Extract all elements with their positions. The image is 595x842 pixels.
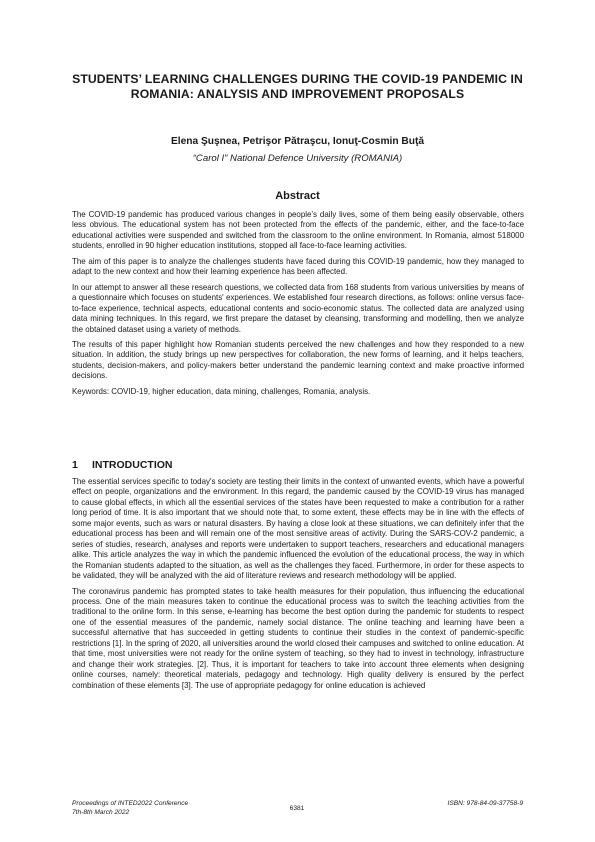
section-heading: [72, 459, 524, 472]
abstract-paragraph: The results of this paper highlight how Romanian students perceived the new challenges and how they responded to a new situation. In addition, the study brings up new perspectives for collaboration, the new forms of learning, and it helps teachers, students, decision-makers, and policy-makers better understand the pandemic learning context and make proactive informed decisions.: [72, 339, 524, 381]
footer-conference-date: 7th-8th March 2022: [72, 808, 130, 816]
keywords: Keywords: COVID-19, higher education, data mining, challenges, Romania, analysis.: [72, 386, 371, 396]
authors: Elena Şuşnea, Petrişor Pătraşcu, Ionuţ-Cosmin Buţă: [170, 136, 425, 147]
paper-title: STUDENTS’ LEARNING CHALLENGES DURING THE COVID-19 PANDEMIC IN ROMANIA: ANALYSIS AND IMPROVEMENT PROPOSALS: [72, 72, 523, 101]
body-paragraph: The coronavirus pandemic has prompted states to take health measures for their population, thus influencing the educational process. One of the main measures taken to continue the educational process was to switch the teaching activities from the traditional to the online form. In this sense, e-learning has become the best option during the pandemic for students to respect one of the essential measures of the pandemic, namely social distance. The online teaching and learning have been a successful alternative that has succeeded in getting students to continue their studies in the context of pandemic-specific restrictions [1]. In the spring of 2020, all universities around the world closed their campuses and switched to online education. At that time, most universities were not ready for the online system of teaching, so they had to invest in technology, infrastructure and change their work strategies. [2]. Thus, it is important for teachers to take into account three elements when designing online courses, namely: theoretical materials, pedagogy and technology. High quality delivery is ensured by the perfect combination of these elements [3]. The use of appropriate pedagogy for online education is achieved: [72, 586, 524, 690]
section-number: 1: [72, 459, 78, 471]
abstract-paragraph: In our attempt to answer all these research questions, we collected data from 168 students from various universities by means of a questionnaire which focuses on students' experiences. We established four research directions, as follows: online versus face-to-face experience, technical aspects, educational contents and socio-economic status. The collected data are analyzed using data mining techniques. In this regard, we first prepare the dataset by cleansing, transforming and modelling, then we analyze the obtained dataset using a variety of methods.: [72, 282, 524, 334]
abstract-paragraph: The aim of this paper is to analyze the challenges students have faced during this COVID-19 pandemic, how they managed to adapt to the new context and how their learning experience has been affected.: [72, 256, 524, 277]
footer-conference: [72, 800, 188, 817]
abstract-paragraph: The COVID-19 pandemic has produced various changes in people’s daily lives, some of them being easily observable, others less obvious. The educational system has not been protected from the effects of the pandemic, either, and the face-to-face educational activities were suspended and switched from the classroom to the online environment. In Romania, almost 518000 students, enrolled in 90 higher education institutions, stopped all face-to-face learning activities.: [72, 210, 524, 251]
body-paragraph: The essential services specific to today's society are testing their limits in the context of unwanted events, which have a powerful effect on people, organizations and the environment. In this regard, the pandemic caused by the COVID-19 virus has managed to cause global effects, in which all the essential services of the states have been requested to make a contribution for a rather long period of time. It is also important that we should note that, to some extent, these effects may be in line with the effects of some major events, such as wars or natural disasters. By having a close look at these situations, we can definitely infer that the educational process has been and will remain one of the most sensitive areas of activity. During the SARS-COV-2 pandemic, a series of studies, research, analyses and reports were undertaken to support teachers, researchers and educational managers alike. This article analyzes the way in which the pandemic influenced the evolution of the educational process, the way in which the Romanian students adapted to the situation, as well as the challenges they faced. Furthermore, in order for these aspects to be validated, they will be analyzed with the aid of literature reviews and research methodology will be applied.: [72, 477, 524, 581]
affiliation: “Carol I” National Defence University (ROMANIA): [192, 153, 403, 164]
footer-conference-name: Proceedings of INTED2022 Conference: [72, 800, 189, 807]
introduction-body: [72, 477, 524, 696]
section-title: INTRODUCTION: [92, 459, 173, 471]
page-number: 6381: [289, 805, 305, 812]
abstract-heading: Abstract: [275, 190, 320, 202]
abstract-body: [72, 210, 524, 402]
footer-isbn: ISBN: 978-84-09-37758-9: [447, 800, 523, 807]
